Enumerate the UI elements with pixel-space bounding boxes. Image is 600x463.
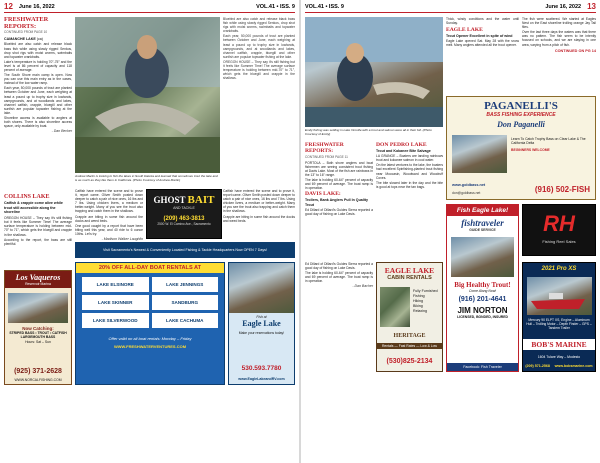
eagle-rv-title: Fish at — [256, 315, 267, 319]
byline: - Dan Becker — [51, 129, 72, 134]
lake-heading — [4, 37, 72, 41]
paragraph: The lake is holding 60-64° percent of capacity and 69 percent of average. The boat ramp is in operation. — [305, 271, 373, 284]
continued-link[interactable]: CONTINUED ON PG 14 — [554, 48, 596, 53]
photo-illustration — [75, 17, 220, 173]
cabin-heritage: HERITAGE — [393, 333, 426, 339]
lake-item[interactable]: LAKE CACHUMA — [152, 313, 219, 328]
lake-grid — [76, 273, 224, 332]
paragraph: The fish were scattered. We started at Eagles Nest on the East shoreline trolling orange Jay Tail flies. — [522, 17, 596, 30]
rh-logo: RH — [543, 211, 575, 236]
eagle-rv-name: Eagle Lake — [242, 319, 281, 329]
article-photo — [75, 17, 220, 173]
right-folio — [545, 2, 596, 11]
ft-phone[interactable]: (916) 201-4641 — [458, 296, 507, 304]
ft-tag: LICENSED, BONDED, INSURED — [457, 315, 508, 320]
eagle-trout-heading: EAGLE LAKE — [446, 27, 483, 34]
paganellis-email[interactable]: don@goldbass.net — [452, 191, 481, 195]
fish-traveler-ad[interactable] — [446, 204, 519, 372]
paragraph: Each year, 50,000 pounds of trout are planted between October and June, each weighing at least a pound up to trophy size in lowlands, campgrounds, and at woodlands and lakes, channel catfish, crappie, bluegill and other sunfish are popular topwater fishing at the lake. — [4, 86, 72, 115]
paganellis-info — [511, 137, 593, 153]
paragraph: One good caught by a report that have been biting well this year, and 40 ride to 6 ounce 10ths. Let's try. — [75, 223, 143, 236]
paragraph: OREGON HOUSE – They say it's still fishing but it feels like Summer Time! The average surface temperature is holding between mid-70° to 71°, which gets the bluegill and crappie in the shallows. — [4, 216, 72, 237]
paragraph: Lake's temperature is holding 70°-75° and the level is at 86 percent of capacity and 118 percent of average. — [4, 59, 72, 72]
paganellis-name: Don Paganelli — [497, 120, 545, 129]
cabin-item: Hiking — [413, 299, 423, 303]
paganellis-phone[interactable]: (916) 502-FISH — [534, 185, 590, 194]
ghost-phone[interactable]: (209) 463-3813 — [163, 216, 205, 222]
don-pedro-body — [376, 154, 443, 189]
ft-photo — [451, 237, 514, 277]
lv-line1: Now Catching: — [22, 326, 54, 331]
page-number: 12 — [4, 2, 13, 11]
eagle-trout-tagline: Trout Opener Excellent in spite of wind — [446, 34, 513, 39]
eagle-rv-body — [229, 315, 294, 335]
right-column-article — [223, 17, 295, 81]
cabin-list — [413, 289, 442, 314]
continued-from: CONTINUED FROM PAGE 10 — [4, 30, 48, 35]
fishing-report-column — [522, 17, 596, 53]
bobs-year: 2021 Pro XS — [541, 266, 577, 272]
ft-title: Fish Eagle Lake! — [447, 205, 518, 216]
freshwater-right-continued — [305, 262, 373, 288]
collins-lake-article — [4, 194, 72, 247]
lv-title: Los Vaqueros — [15, 273, 61, 282]
article-body-continued — [223, 17, 295, 80]
cabin-item: Relaxing — [413, 309, 427, 313]
photo-caption: Emily fishing was settling in Lake Oroville with a trout and salmon were all in their full. (Photo Courtesy of Emily) — [305, 128, 432, 136]
paragraph: Ed Dillard of Dillard's Guides Sierra reported a good day of fishing on Lake Davis. — [305, 262, 373, 271]
paragraph: PORTOLA – Both shore anglers and boat fishermen are seeing consistent trout fishing at Davis Lake. Most of the fish are rainbows in the 13" to 16" range. — [305, 160, 373, 177]
paganellis-web[interactable]: www.goldbass.net — [452, 183, 486, 187]
don-pedro-article — [376, 143, 443, 190]
eagle-trout-body — [446, 39, 519, 47]
paragraph: Catfish have entered the scene and to prove it, report came. Oliver Smith posted down deeper to catch a pair of nice ones, 16 lbs and 7 lbs. Using chicken livers, a medium or better-weight. Many of you see the trout also trapping and catch them in the shallows. — [223, 189, 295, 214]
ft-cta[interactable]: Facebook: Fish Traveler — [447, 363, 518, 371]
paragraph: The South Shore main camp is open. Now you can use this main entry as in the cases, instead of the low water ramp. — [4, 73, 72, 86]
page-number: 13 — [587, 2, 596, 11]
ad-strip[interactable]: Visit Sacramento's Newest & Conveniently Located Fishing & Tackle Headquarters Now OPEN 7 Days! — [75, 242, 295, 258]
volume-label: VOL.41 • ISS. 9 — [305, 3, 344, 10]
davis-tagline: Trollers, Bank Anglers Pull In Quality Trout — [305, 198, 368, 207]
eagle-rv-phone[interactable]: 530.593.7780 — [241, 365, 282, 372]
byline: - Dan Bacher — [352, 284, 373, 289]
boat-rental-ad[interactable] — [75, 262, 225, 385]
paragraph: Bluebird are also catch and release black bass fish while using slowly rigged Senkos, drop shot rigs with moist worms, swimbaits and topwater crankbaits. — [223, 17, 295, 34]
bobs-contact — [523, 364, 595, 368]
paragraph: The lake is holding 60-64° percent of capacity and 69 percent of average. The boat ramp is in operation. — [305, 178, 373, 191]
lake-heading-note: (ca) — [36, 37, 43, 42]
paragraph: Over the last three days the waters was that there was no pattern. The fish seem to be intently focused on schools, and we are staying in one area, varying from a pitch of fish. — [522, 30, 596, 47]
eagle-lake-rv-ad[interactable] — [228, 262, 295, 385]
eagle-rv-line: Make your reservations today! — [238, 331, 285, 336]
paragraph: Each year, 50,000 pounds of trout are planted between October and June, each weighing at least a pound up to trophy size in lowlands, campgrounds, and at woodlands and lakes, channel catfish, crappie, bluegill and other sunfish are popular topwater fishing at the lake. — [223, 34, 295, 59]
paragraph: Thick, windy conditions and the water until Sunday. — [446, 17, 519, 26]
boat-illustration — [527, 277, 592, 315]
paragraph: Catfish have entered the scene and to prove it, report came. Oliver Smith posted down deeper to catch a pair of nice ones, 16 lbs and 7 lbs. Using chicken livers, a medium or better-weight. Many of you see the trout also trapping and catch them in the shallows. — [75, 189, 143, 214]
ft-body — [447, 281, 518, 319]
bobs-specs: Mercury 90 ELPT XS, Engine – Aluminum Hull – Trolling Motor – Depth Finder – GPS – Tandem Trailer — [526, 318, 592, 330]
paganellis-ad[interactable] — [446, 96, 596, 200]
lake-item[interactable]: LAKE ELSINORE — [82, 277, 149, 292]
paragraph: Shoreline access is available to anglers at both shores. There is also shoreline access space, only available by boat. — [4, 116, 72, 129]
fw-right-body — [305, 161, 373, 191]
fw-right-body-cont — [305, 262, 373, 283]
ghost-mid: BAIT — [187, 194, 215, 206]
rh-sub: Fishing Reel Sales — [542, 239, 576, 244]
lake-item[interactable]: LAKE JENNINGS — [152, 277, 219, 292]
collins-body — [4, 216, 72, 246]
ft-big: Big Healthy Trout! — [454, 281, 511, 289]
davis-body — [305, 208, 373, 216]
photo-illustration — [305, 17, 443, 127]
section-heading: FRESHWATER REPORTS: — [4, 16, 49, 30]
lake-heading-text: CAMANCHE LAKE — [4, 37, 36, 42]
section-heading: FRESHWATER REPORTS: — [305, 142, 344, 154]
lv-line2: STRIPED BASS • TROUT • CATFISH — [9, 331, 67, 336]
eagle-lake-photo — [229, 263, 295, 313]
rh-ad[interactable] — [522, 204, 596, 256]
boat-rental-web[interactable]: WWW.FRESHWATERVENTURES.COM — [113, 344, 187, 349]
boat-rental-offer: Offer valid on all boat rentals: Monday – Friday — [108, 336, 192, 341]
ghost-logo — [147, 194, 221, 206]
issue-date: June 16, 2022 — [18, 3, 55, 10]
don-pedro-heading: DON PEDRO LAKE — [376, 142, 427, 148]
lake-item[interactable]: SANDBURG — [152, 295, 219, 310]
lv-phone[interactable]: (925) 371-2628 — [14, 368, 62, 375]
lv-header — [5, 271, 71, 288]
lake-item[interactable]: LAKE SILVERWOOD — [82, 313, 149, 328]
cabin-item: Fully Furnished — [413, 289, 438, 293]
freshwater-reports-article — [4, 17, 72, 133]
paganellis-sub: BASS FISHING EXPERIENCE — [486, 112, 556, 118]
collins-tagline: Catfish & crappie come alive while trout still accessible along the shoreline — [4, 201, 63, 214]
ghost-bait-ad[interactable] — [146, 189, 222, 239]
ghost-tail: AND TACKLE — [173, 206, 195, 210]
cabin-item: Biking — [413, 304, 423, 308]
left-volume — [256, 2, 295, 11]
lake-item[interactable]: LAKE SKINNER — [82, 295, 149, 310]
ghost-address: 2500 W. El Camino Ave., Sacramento — [157, 222, 211, 226]
right-folio-volume — [305, 2, 344, 11]
collins-continued — [75, 189, 143, 241]
paragraph: Crappie are biting in some fish around the docks and weed beds. — [75, 214, 143, 223]
cabin-line: Rentals — Fast Rates — Low & Low — [377, 343, 442, 349]
paragraph: The bite slowed later in the day and the bite is good at tops near the tan bags. — [376, 180, 443, 189]
collins-heading: COLLINS LAKE — [4, 194, 50, 200]
los-vaqueros-ad[interactable] — [4, 270, 72, 385]
freshwater-reports-right — [305, 143, 373, 217]
cabin-photo — [380, 287, 410, 327]
paragraph: According to the report, the bass are still plentiful. — [4, 237, 72, 246]
paragraph: Eagle Lake opened Sat. May 28 with the snow melt. Many anglers attended all the trout opener. — [446, 39, 519, 48]
paragraph: Ed Dillard of Dillard's Guides Sierra reported a good day of fishing on Lake Davis. — [305, 207, 373, 216]
lv-line4: Hours: Sat – Sun — [25, 339, 51, 344]
paragraph: Crappie are biting in some fish around the docks and weed beds. — [223, 214, 295, 223]
paragraph: On the latest ventures to the lake, the boaters had excellent Spinfishing-planted trout fishing near Moccasin, Woodward and Woodruff Coves. — [376, 163, 443, 180]
photo-caption: Andrew Martin is looking to fish the lakes in South Dakota and learned that sometimes trout the lake and is as much as they like them in California. (Photo Courtesy of Andrew Martin) — [75, 174, 218, 182]
right-page — [301, 0, 600, 463]
cabin-phone[interactable]: (530)825-2134 — [386, 358, 433, 365]
paganellis-text: Learn To Catch Trophy Bass on Clear Lake & The California Delta — [511, 137, 586, 146]
ft-name: JIM NORTON — [457, 306, 508, 316]
paganellis-tag: BEGINNERS WELCOME — [511, 148, 550, 153]
bobs-address: 1604 Tulare Way – Modesto — [537, 355, 581, 359]
paganellis-photo — [452, 135, 507, 173]
lv-body — [5, 327, 71, 344]
paganellis-title: PAGANELLI'S — [484, 100, 558, 112]
volume-label: VOL.41 • ISS. 9 — [256, 3, 295, 10]
bobs-name: BOB'S MARINE — [523, 339, 595, 350]
eagle-rv-web[interactable]: www.EagleLakeandRV.com — [238, 377, 285, 381]
lv-web[interactable]: WWW.NORCALFISHING.COM — [14, 378, 62, 382]
cabin-sub: CABIN RENTALS — [387, 275, 432, 281]
ft-guide: GUIDE SERVICE — [469, 228, 496, 232]
paragraph: LA GRANGE – Boaters are landing rainbows trout and kokanee salmon in cool water. — [376, 154, 443, 163]
continued-from: CONTINUED FROM PAGE 11 — [305, 154, 348, 159]
article-body — [4, 42, 72, 128]
eagle-cabin-ad[interactable] — [376, 262, 443, 372]
fishing-col-body — [522, 17, 596, 47]
folio-divider — [305, 12, 596, 13]
folio-divider — [4, 12, 295, 13]
bobs-phone[interactable]: (209) 571-2568 — [525, 364, 550, 368]
byline: - Madison Walker Laughlin — [101, 237, 143, 242]
ft-brand: fishtraveler — [461, 218, 504, 228]
lv-line3: LARGEMOUTH BASS — [20, 335, 56, 340]
cabin-title: EAGLE LAKE — [384, 266, 435, 275]
paragraph: OREGON HOUSE – They say it's still fishing but it feels like Summer Time! The average surface temperature is holding between mid-70° to 71°, which gets the bluegill and crappie in the shallows. — [223, 59, 295, 81]
ghost-title: GHOST — [153, 195, 186, 205]
collins-col2-body — [75, 189, 143, 236]
bobs-web[interactable]: www.bobsmarine.com — [554, 364, 593, 368]
left-page — [0, 0, 299, 463]
eagle-trout-article — [446, 17, 519, 49]
eagle-intro — [446, 17, 519, 25]
bobs-boat-photo — [527, 277, 592, 315]
issue-date: June 16, 2022 — [545, 3, 582, 10]
paragraph: Bluebird are also catch and release black bass fish while using slowly rigged Senkos, drop shot rigs with moist worms, swimbaits and topwater crankbaits. — [4, 42, 72, 59]
don-pedro-tagline: Trout and Kokanee Bite Salvage — [376, 148, 431, 153]
cabin-item: Fishing — [413, 294, 425, 298]
lv-photo — [8, 293, 68, 323]
collins-col3 — [223, 189, 295, 224]
top-photo — [305, 17, 443, 127]
left-folio — [4, 2, 55, 11]
collins-col3-body — [223, 189, 295, 223]
ft-line: Come Along Now! — [468, 289, 497, 293]
boat-rental-title: 20% OFF ALL-DAY BOAT RENTALS AT — [76, 263, 224, 273]
bobs-marine-ad[interactable] — [522, 262, 596, 372]
davis-heading: DAVIS LAKE: — [305, 191, 341, 198]
lv-sub: Reservoir Marina — [25, 282, 51, 286]
